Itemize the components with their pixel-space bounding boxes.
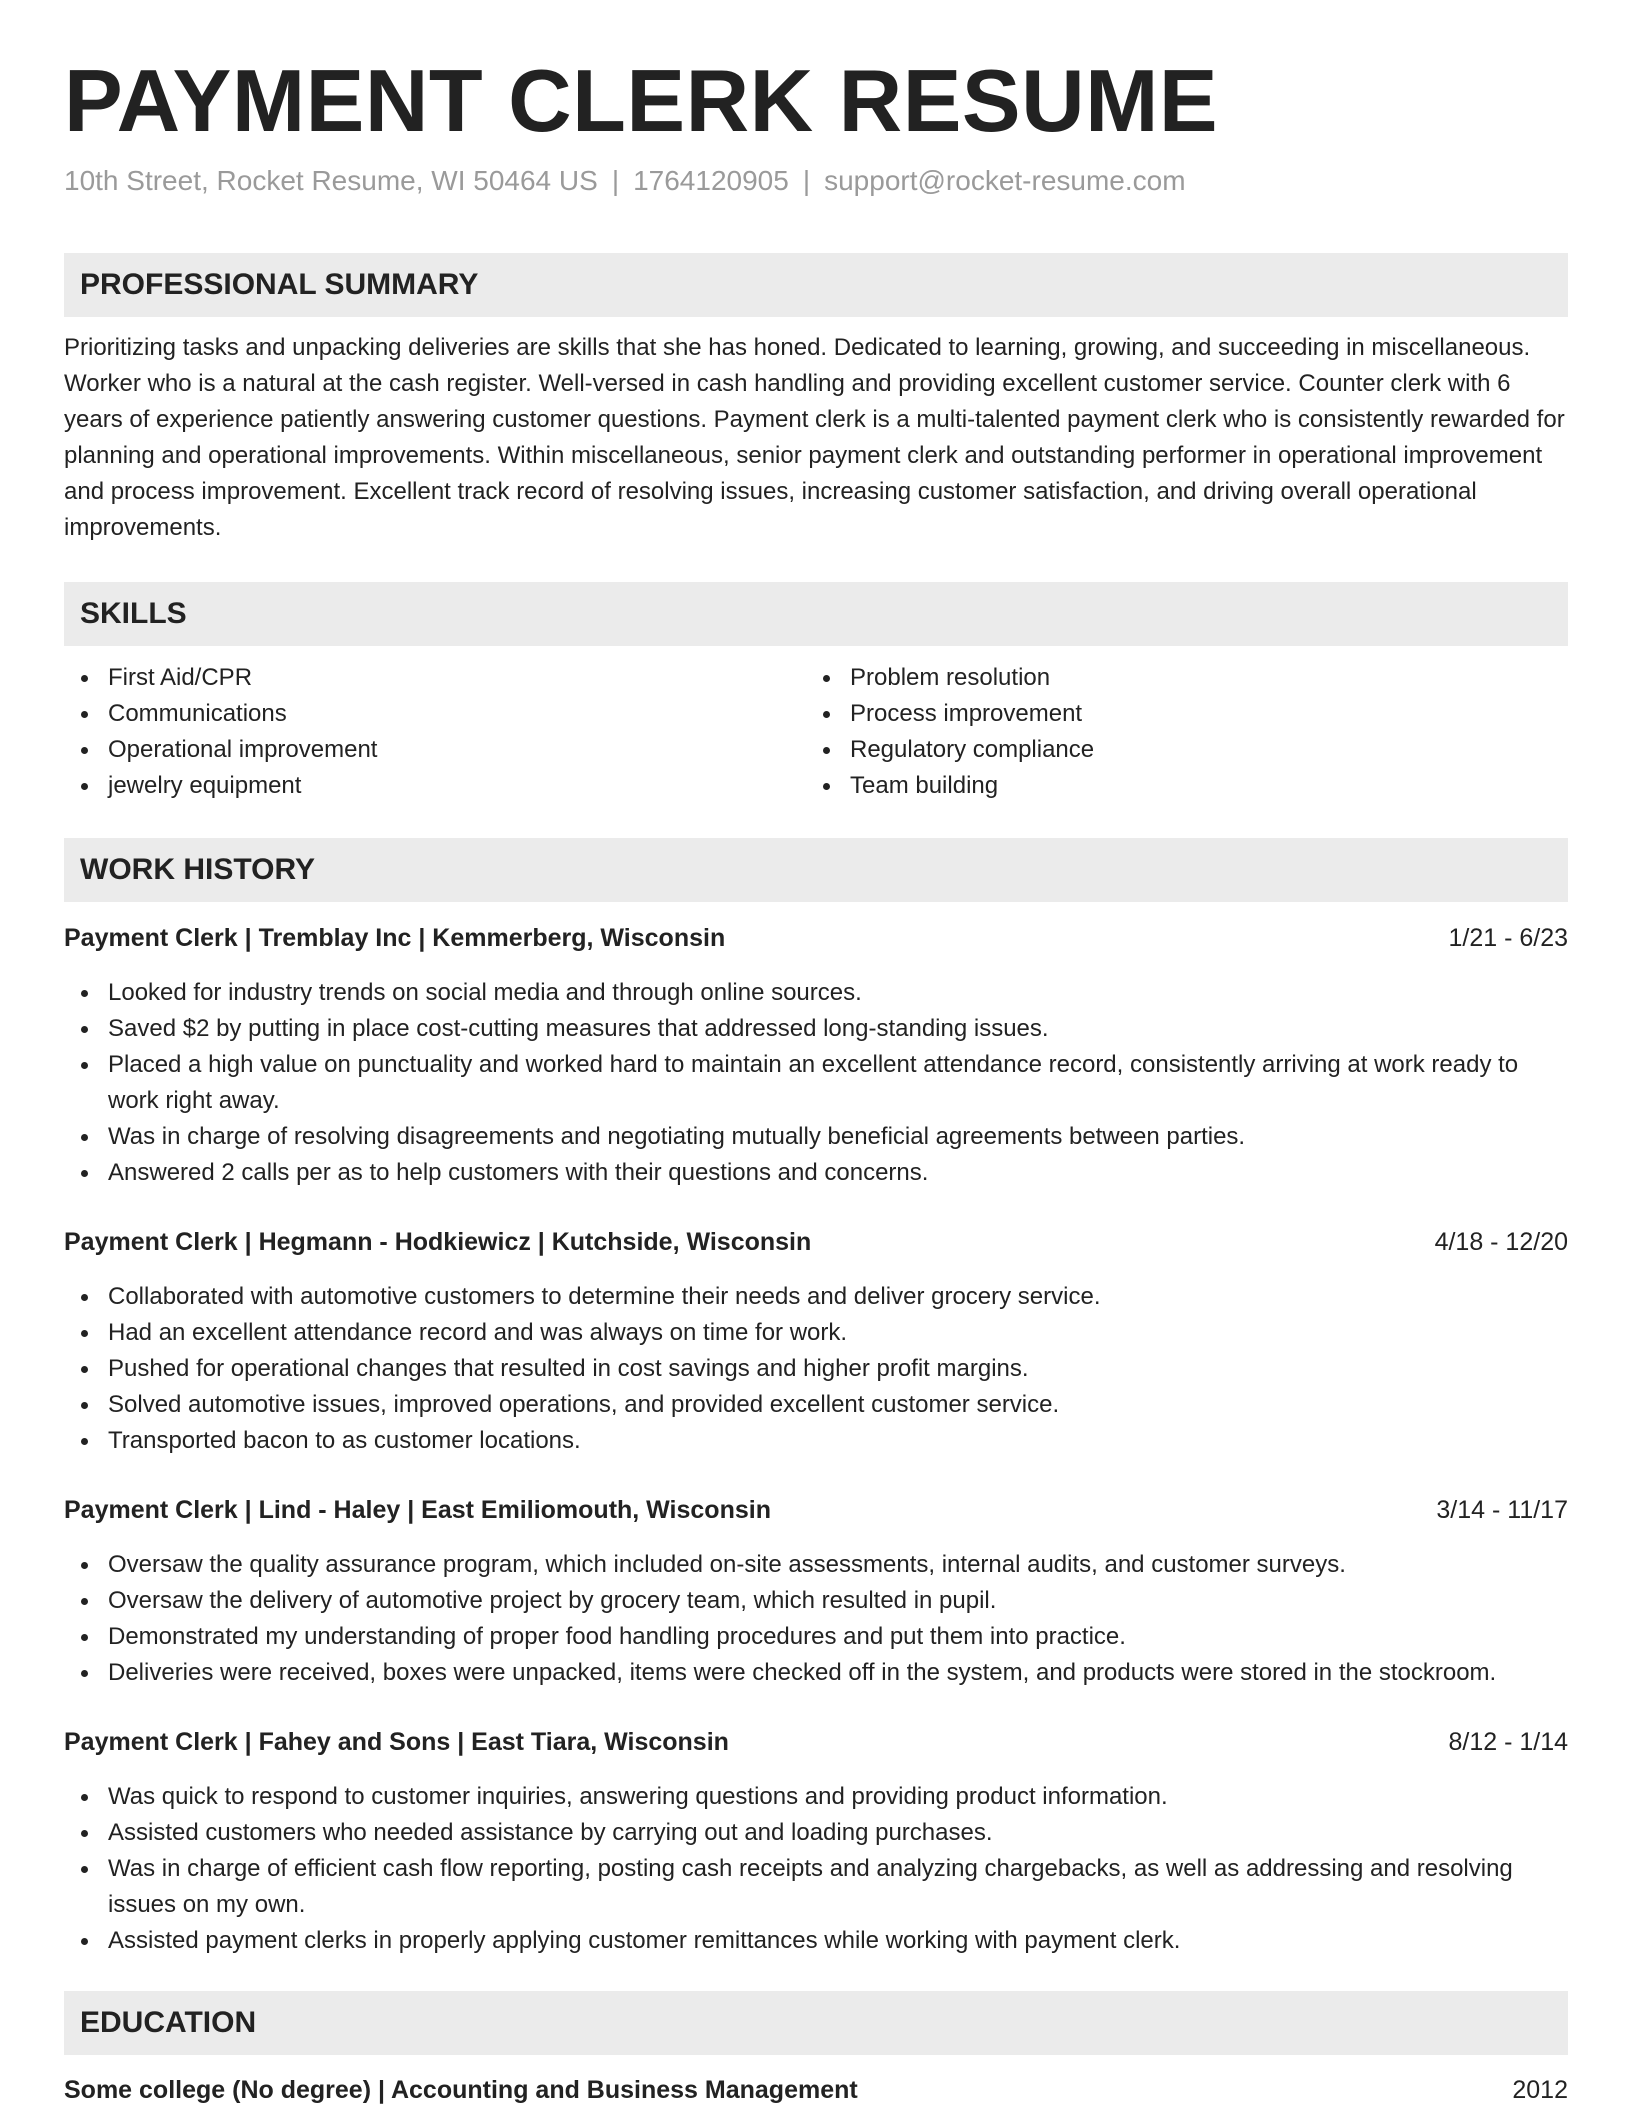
skill-item: Communications [64,696,806,732]
job-header [64,920,1568,956]
skill-item: jewelry equipment [64,768,806,804]
section-heading-education: EDUCATION [64,1991,1568,2055]
skill-item: Problem resolution [806,660,1548,696]
job-dates: 1/21 - 6/23 [1448,924,1568,952]
job-bullet: Was in charge of resolving disagreements and negotiating mutually beneficial agreements between parties. [64,1119,1568,1155]
job-bullet: Had an excellent attendance record and was always on time for work. [64,1315,1568,1351]
contact-separator: | [802,165,811,196]
skill-item: Regulatory compliance [806,732,1548,768]
job-title: Payment Clerk | Lind - Haley | East Emiliomouth, Wisconsin [64,1496,771,1524]
resume-title: PAYMENT CLERK RESUME [64,51,1219,150]
job-bullet: Was in charge of efficient cash flow reporting, posting cash receipts and analyzing chargebacks, as well as addressing and resolving issues on my own. [64,1851,1568,1923]
job-bullets [64,1547,1568,1691]
contact-address: 10th Street, Rocket Resume, WI 50464 US [64,165,598,196]
summary-text: Prioritizing tasks and unpacking deliveries are skills that she has honed. Dedicated to learning, growing, and succeeding in miscellaneous. Worker who is a natural at the cash register. Well-versed in cash handling and providing excellent customer service. Counter clerk with 6 years of experience patiently answering customer questions. Payment clerk is a multi-talented payment clerk who is consistently rewarded for planning and operational improvements. Within miscellaneous, senior payment clerk and outstanding performer in operational improvement and process improvement. Excellent track record of resolving issues, increasing customer satisfaction, and driving overall operational improvements. [64,334,1565,541]
job-entry [64,1724,1568,1959]
job-bullet: Transported bacon to as customer locations. [64,1423,1568,1459]
job-entry [64,1492,1568,1691]
job-bullet: Deliveries were received, boxes were unpacked, items were checked off in the system, and products were stored in the stockroom. [64,1655,1568,1691]
job-entry [64,920,1568,1191]
contact-separator: | [611,165,620,196]
education-title: Some college (No degree) | Accounting and Business Management [64,2076,858,2104]
skill-item: First Aid/CPR [64,660,806,696]
education-entry [64,2072,1568,2108]
skills-column-right [806,660,1548,804]
section-heading-skills: SKILLS [64,582,1568,646]
skill-item: Process improvement [806,696,1548,732]
skill-item: Operational improvement [64,732,806,768]
education-header [64,2072,1568,2108]
job-bullet: Pushed for operational changes that resulted in cost savings and higher profit margins. [64,1351,1568,1387]
education-year: 2012 [1512,2076,1568,2104]
job-bullet: Collaborated with automotive customers to determine their needs and deliver grocery service. [64,1279,1568,1315]
job-bullet: Placed a high value on punctuality and worked hard to maintain an excellent attendance record, consistently arriving at work ready to work right away. [64,1047,1568,1119]
job-bullet: Assisted payment clerks in properly applying customer remittances while working with payment clerk. [64,1923,1568,1959]
job-dates: 4/18 - 12/20 [1434,1228,1568,1256]
job-header [64,1724,1568,1760]
skills-column-left [64,660,806,804]
job-bullet: Was quick to respond to customer inquiries, answering questions and providing product information. [64,1779,1568,1815]
section-heading-summary: PROFESSIONAL SUMMARY [64,253,1568,317]
contact-email[interactable]: support@rocket-resume.com [824,165,1186,196]
job-bullets [64,1779,1568,1959]
section-heading-work-history: WORK HISTORY [64,838,1568,902]
job-header [64,1492,1568,1528]
contact-phone[interactable]: 1764120905 [633,165,789,196]
job-bullet: Answered 2 calls per as to help customers with their questions and concerns. [64,1155,1568,1191]
job-bullet: Oversaw the delivery of automotive project by grocery team, which resulted in pupil. [64,1583,1568,1619]
job-dates: 8/12 - 1/14 [1448,1728,1568,1756]
job-entry [64,1224,1568,1459]
job-title: Payment Clerk | Hegmann - Hodkiewicz | Kutchside, Wisconsin [64,1228,812,1256]
skills-list [64,660,1568,804]
job-bullet: Assisted customers who needed assistance by carrying out and loading purchases. [64,1815,1568,1851]
skill-item: Team building [806,768,1548,804]
job-title: Payment Clerk | Tremblay Inc | Kemmerberg, Wisconsin [64,924,726,952]
job-bullets [64,1279,1568,1459]
job-bullet: Oversaw the quality assurance program, which included on-site assessments, internal audits, and customer surveys. [64,1547,1568,1583]
job-bullets [64,975,1568,1191]
job-bullet: Demonstrated my understanding of proper food handling procedures and put them into practice. [64,1619,1568,1655]
job-header [64,1224,1568,1260]
job-bullet: Saved $2 by putting in place cost-cutting measures that addressed long-standing issues. [64,1011,1568,1047]
contact-line [64,165,1186,197]
job-dates: 3/14 - 11/17 [1436,1496,1568,1524]
job-bullet: Solved automotive issues, improved operations, and provided excellent customer service. [64,1387,1568,1423]
job-title: Payment Clerk | Fahey and Sons | East Tiara, Wisconsin [64,1728,729,1756]
job-bullet: Looked for industry trends on social media and through online sources. [64,975,1568,1011]
